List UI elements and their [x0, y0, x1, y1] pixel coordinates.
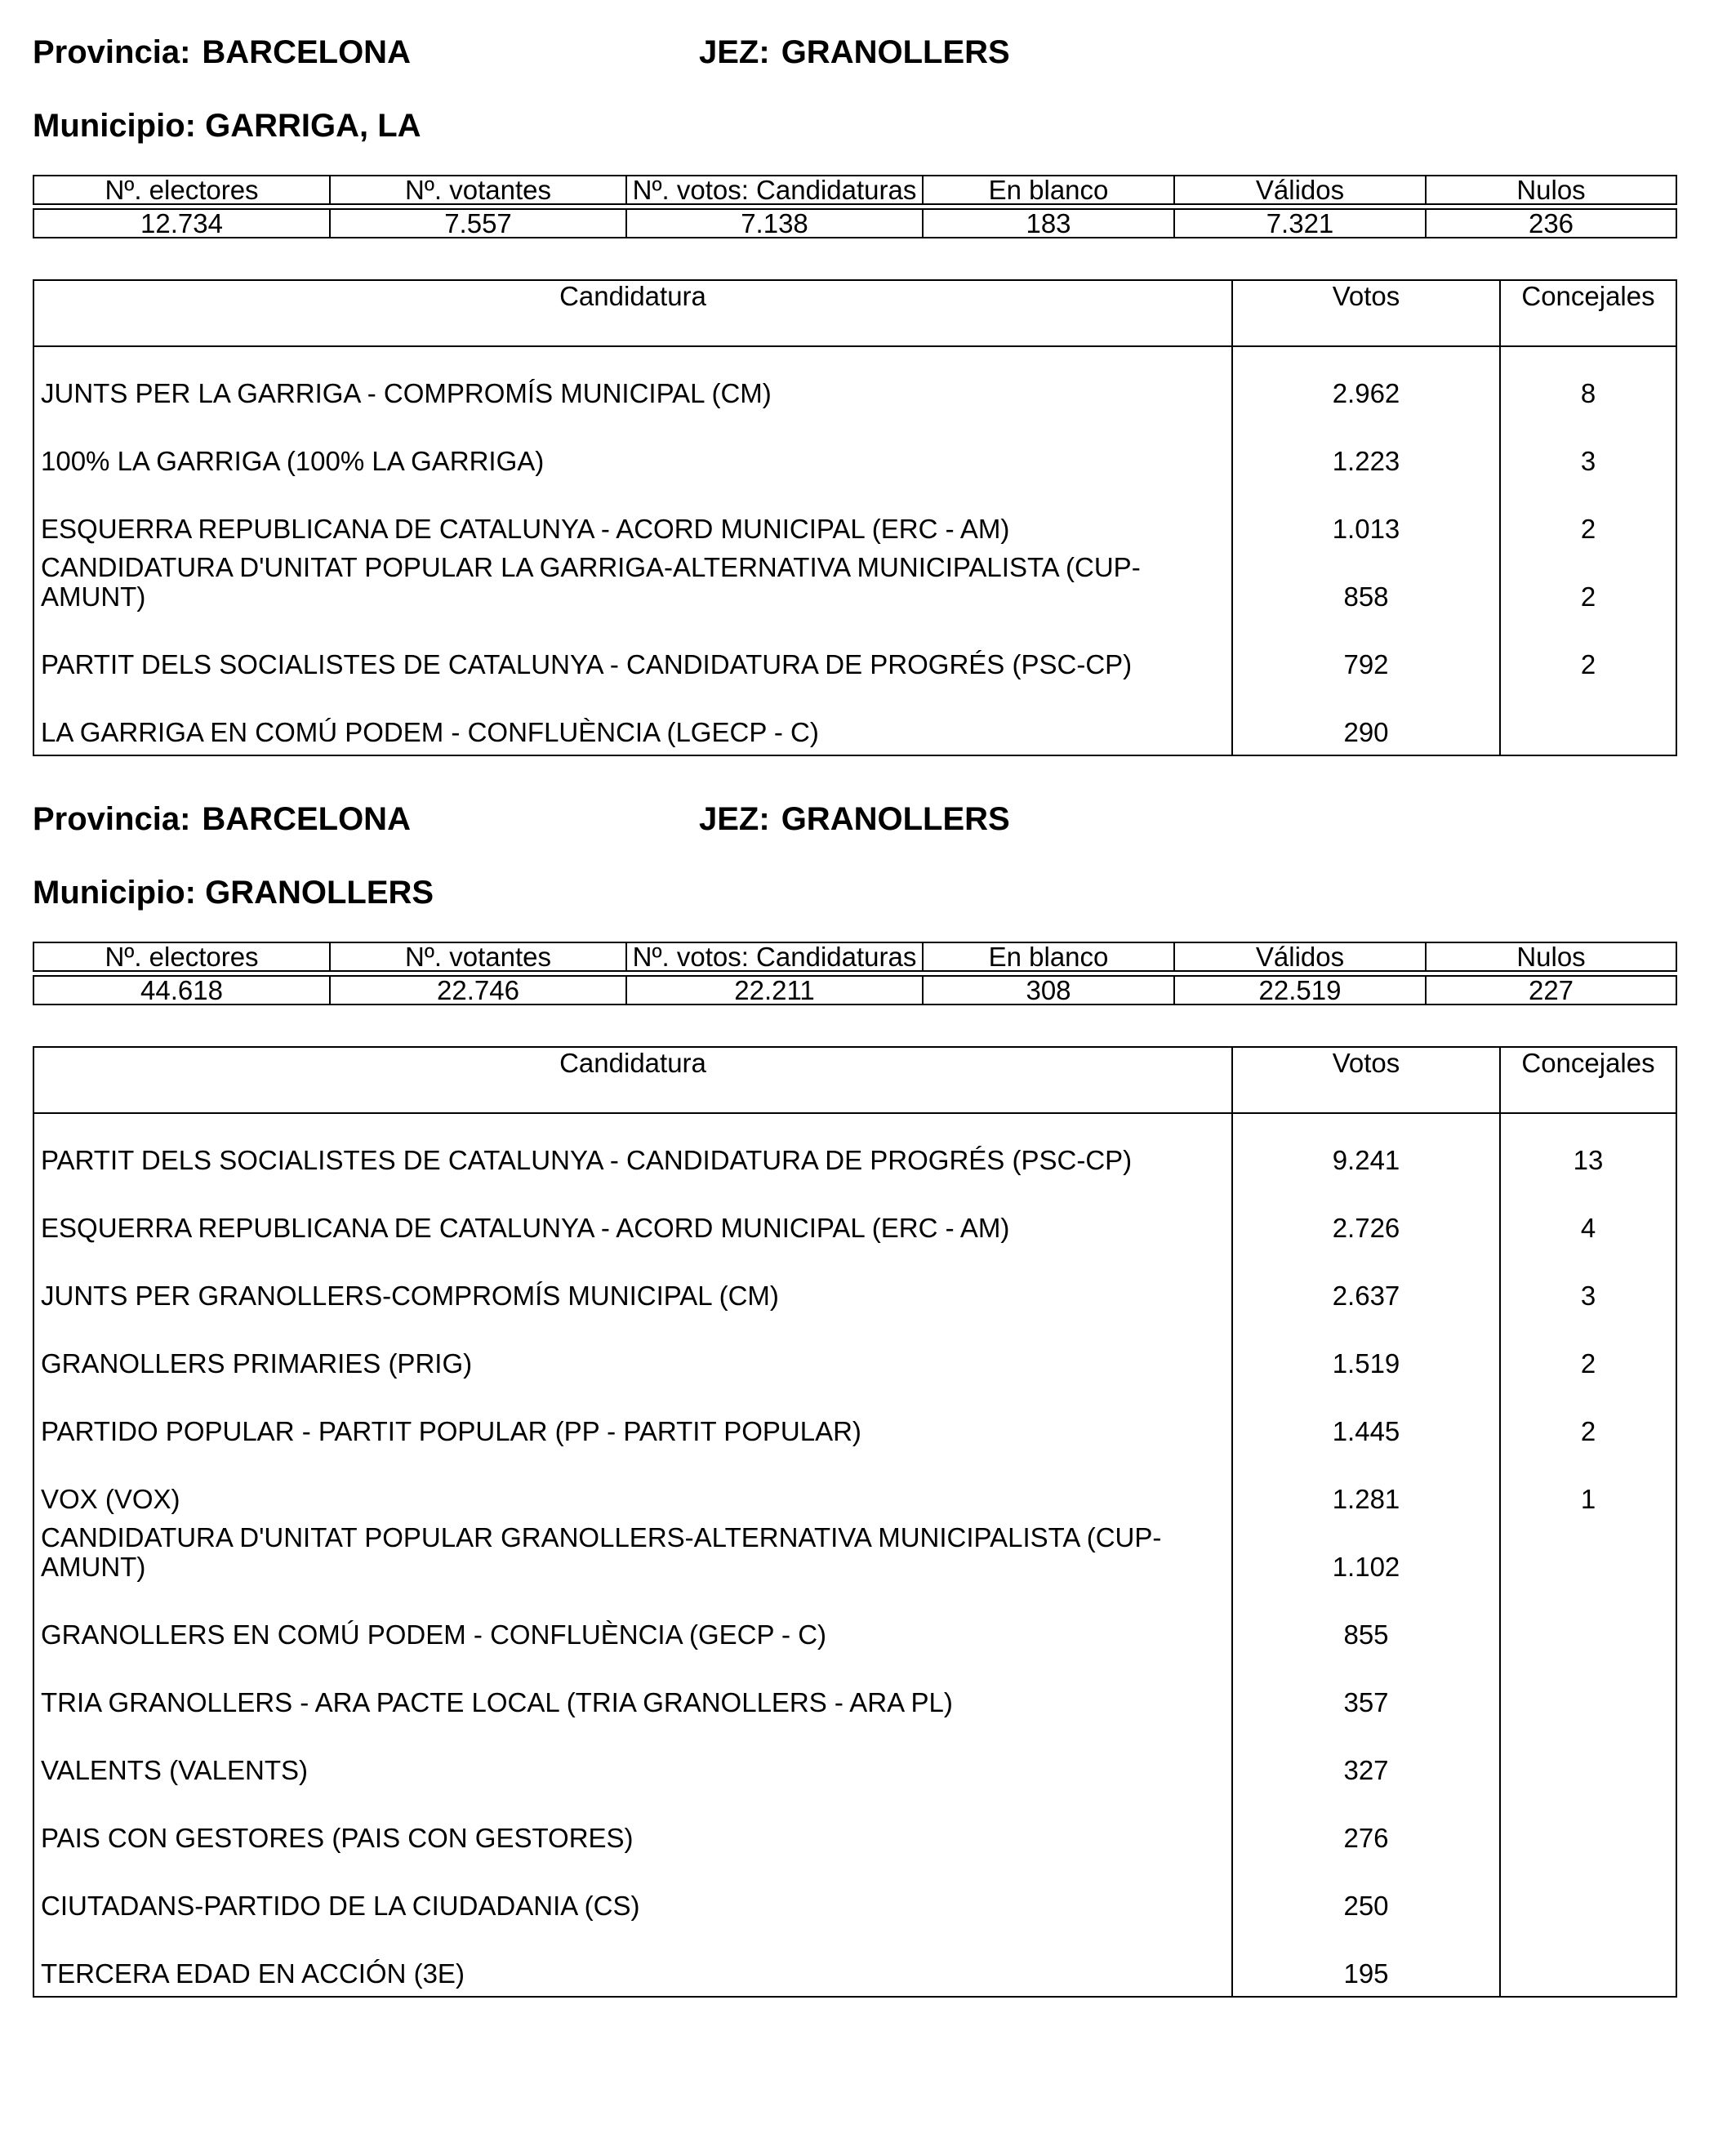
col-votos-header: Votos: [1232, 1047, 1500, 1113]
municipio-header: [33, 876, 434, 909]
candidature-votos: 2.726: [1232, 1183, 1500, 1250]
stats-table: [33, 175, 1677, 238]
col-concejales-header: Concejales: [1500, 1047, 1676, 1113]
candidature-concejales: 3: [1500, 416, 1676, 483]
provincia-header: [33, 36, 411, 69]
candidature-concejales: 3: [1500, 1250, 1676, 1318]
candidature-row: [33, 1183, 1676, 1250]
candidature-votos: 1.445: [1232, 1386, 1500, 1454]
stats-header: Nº. electores: [33, 176, 330, 204]
candidature-concejales: 8: [1500, 346, 1676, 416]
candidature-row: [33, 1657, 1676, 1725]
stats-value-row: [33, 209, 1676, 238]
candidature-votos: 195: [1232, 1928, 1500, 1997]
stats-header-row: [33, 942, 1676, 971]
provincia-header: [33, 803, 411, 835]
candidatures-header-row: [33, 1047, 1676, 1113]
candidature-name: ESQUERRA REPUBLICANA DE CATALUNYA - ACORD MUNICIPAL (ERC - AM): [41, 514, 1010, 544]
stats-header: Válidos: [1174, 942, 1426, 971]
stats-header: Nº. votantes: [330, 176, 626, 204]
stats-header: En blanco: [923, 942, 1174, 971]
candidature-concejales: 2: [1500, 1318, 1676, 1386]
candidature-votos: 290: [1232, 687, 1500, 755]
stats-header: Nulos: [1426, 176, 1676, 204]
stats-en-blanco: 308: [923, 976, 1174, 1004]
candidature-votos: 1.013: [1232, 483, 1500, 551]
candidature-votos: 250: [1232, 1860, 1500, 1928]
municipio-header: [33, 109, 421, 142]
candidature-name: CANDIDATURA D'UNITAT POPULAR GRANOLLERS-ALTERNATIVA MUNICIPALISTA (CUP-AMUNT): [41, 1522, 1162, 1582]
candidature-row: [33, 1250, 1676, 1318]
candidature-votos: 1.519: [1232, 1318, 1500, 1386]
stats-header: Nº. votos: Candidaturas: [626, 176, 923, 204]
col-votos-header: Votos: [1232, 280, 1500, 346]
stats-en-blanco: 183: [923, 209, 1174, 238]
candidature-name: LA GARRIGA EN COMÚ PODEM - CONFLUÈNCIA (LGECP - C): [41, 717, 819, 747]
municipio-value: GRANOLLERS: [205, 875, 434, 911]
candidature-row: [33, 346, 1676, 416]
candidature-votos: 2.962: [1232, 346, 1500, 416]
candidature-votos: 357: [1232, 1657, 1500, 1725]
candidature-name: 100% LA GARRIGA (100% LA GARRIGA): [41, 446, 545, 476]
candidature-name: PAIS CON GESTORES (PAIS CON GESTORES): [41, 1823, 634, 1853]
candidature-votos: 327: [1232, 1725, 1500, 1793]
stats-votos-candidaturas: 7.138: [626, 209, 923, 238]
candidature-votos: 1.281: [1232, 1454, 1500, 1521]
stats-electores: 12.734: [33, 209, 330, 238]
candidature-concejales: 2: [1500, 551, 1676, 619]
candidature-row: [33, 1860, 1676, 1928]
candidature-concejales: 13: [1500, 1113, 1676, 1183]
candidature-concejales: [1500, 1928, 1676, 1997]
stats-header: Nº. electores: [33, 942, 330, 971]
jez-value: GRANOLLERS: [781, 34, 1010, 70]
candidature-concejales: 2: [1500, 619, 1676, 687]
candidature-concejales: 2: [1500, 483, 1676, 551]
candidature-votos: 792: [1232, 619, 1500, 687]
candidature-concejales: [1500, 1589, 1676, 1657]
candidature-name: PARTIT DELS SOCIALISTES DE CATALUNYA - CANDIDATURA DE PROGRÉS (PSC-CP): [41, 649, 1133, 679]
stats-header: En blanco: [923, 176, 1174, 204]
stats-table: [33, 942, 1677, 1005]
provincia-label: Provincia:: [33, 801, 191, 837]
candidature-row: [33, 1386, 1676, 1454]
provincia-value: BARCELONA: [202, 34, 411, 70]
candidature-name: VOX (VOX): [41, 1484, 180, 1514]
candidature-concejales: 1: [1500, 1454, 1676, 1521]
candidature-votos: 276: [1232, 1793, 1500, 1860]
candidature-name: CIUTADANS-PARTIDO DE LA CIUDADANIA (CS): [41, 1891, 640, 1921]
candidature-votos: 1.223: [1232, 416, 1500, 483]
candidatures-table: [33, 279, 1677, 756]
jez-value: GRANOLLERS: [781, 801, 1010, 837]
candidature-name: GRANOLLERS EN COMÚ PODEM - CONFLUÈNCIA (GECP - C): [41, 1619, 827, 1650]
candidature-concejales: [1500, 1725, 1676, 1793]
candidature-votos: 9.241: [1232, 1113, 1500, 1183]
stats-value-row: [33, 976, 1676, 1004]
candidature-concejales: 2: [1500, 1386, 1676, 1454]
candidature-row: [33, 1928, 1676, 1997]
col-candidatura-header: Candidatura: [33, 1047, 1232, 1113]
col-concejales-header: Concejales: [1500, 280, 1676, 346]
candidature-votos: 858: [1232, 551, 1500, 619]
candidature-name: PARTIT DELS SOCIALISTES DE CATALUNYA - CANDIDATURA DE PROGRÉS (PSC-CP): [41, 1145, 1133, 1175]
stats-nulos: 236: [1426, 209, 1676, 238]
stats-header-row: [33, 176, 1676, 204]
municipio-label: Municipio:: [33, 875, 196, 911]
candidature-row: [33, 1318, 1676, 1386]
stats-votantes: 7.557: [330, 209, 626, 238]
stats-nulos: 227: [1426, 976, 1676, 1004]
candidature-row: [33, 416, 1676, 483]
candidature-row: [33, 551, 1676, 619]
stats-header: Válidos: [1174, 176, 1426, 204]
candidature-votos: 855: [1232, 1589, 1500, 1657]
jez-header: [699, 36, 1010, 69]
candidature-concejales: [1500, 1521, 1676, 1589]
provincia-label: Provincia:: [33, 34, 191, 70]
candidature-name: PARTIDO POPULAR - PARTIT POPULAR (PP - PARTIT POPULAR): [41, 1416, 861, 1446]
stats-header: Nº. votos: Candidaturas: [626, 942, 923, 971]
stats-votos-candidaturas: 22.211: [626, 976, 923, 1004]
candidature-name: TERCERA EDAD EN ACCIÓN (3E): [41, 1958, 465, 1989]
candidature-row: [33, 1521, 1676, 1589]
candidature-name: JUNTS PER LA GARRIGA - COMPROMÍS MUNICIPAL (CM): [41, 378, 772, 408]
candidature-row: [33, 483, 1676, 551]
jez-label: JEZ:: [699, 34, 770, 70]
candidatures-header-row: [33, 280, 1676, 346]
candidature-row: [33, 619, 1676, 687]
stats-header: Nº. votantes: [330, 942, 626, 971]
stats-electores: 44.618: [33, 976, 330, 1004]
candidature-concejales: [1500, 1657, 1676, 1725]
candidature-concejales: [1500, 1793, 1676, 1860]
candidature-concejales: [1500, 1860, 1676, 1928]
jez-label: JEZ:: [699, 801, 770, 837]
candidature-votos: 2.637: [1232, 1250, 1500, 1318]
candidature-name: VALENTS (VALENTS): [41, 1755, 309, 1785]
candidature-row: [33, 1793, 1676, 1860]
candidature-row: [33, 1113, 1676, 1183]
col-candidatura-header: Candidatura: [33, 280, 1232, 346]
candidature-votos: 1.102: [1232, 1521, 1500, 1589]
candidature-name: ESQUERRA REPUBLICANA DE CATALUNYA - ACORD MUNICIPAL (ERC - AM): [41, 1213, 1010, 1243]
stats-validos: 7.321: [1174, 209, 1426, 238]
municipio-label: Municipio:: [33, 108, 196, 144]
candidature-name: GRANOLLERS PRIMARIES (PRIG): [41, 1348, 473, 1379]
stats-votantes: 22.746: [330, 976, 626, 1004]
candidature-concejales: 4: [1500, 1183, 1676, 1250]
candidatures-table: [33, 1046, 1677, 1998]
candidature-row: [33, 1589, 1676, 1657]
stats-validos: 22.519: [1174, 976, 1426, 1004]
candidature-name: JUNTS PER GRANOLLERS-COMPROMÍS MUNICIPAL (CM): [41, 1281, 779, 1311]
stats-header: Nulos: [1426, 942, 1676, 971]
candidature-row: [33, 1454, 1676, 1521]
candidature-row: [33, 1725, 1676, 1793]
municipio-value: GARRIGA, LA: [205, 108, 421, 144]
candidature-row: [33, 687, 1676, 755]
candidature-concejales: [1500, 687, 1676, 755]
candidature-name: CANDIDATURA D'UNITAT POPULAR LA GARRIGA-ALTERNATIVA MUNICIPALISTA (CUP-AMUNT): [41, 552, 1141, 612]
provincia-value: BARCELONA: [202, 801, 411, 837]
candidature-name: TRIA GRANOLLERS - ARA PACTE LOCAL (TRIA GRANOLLERS - ARA PL): [41, 1687, 953, 1717]
jez-header: [699, 803, 1010, 835]
